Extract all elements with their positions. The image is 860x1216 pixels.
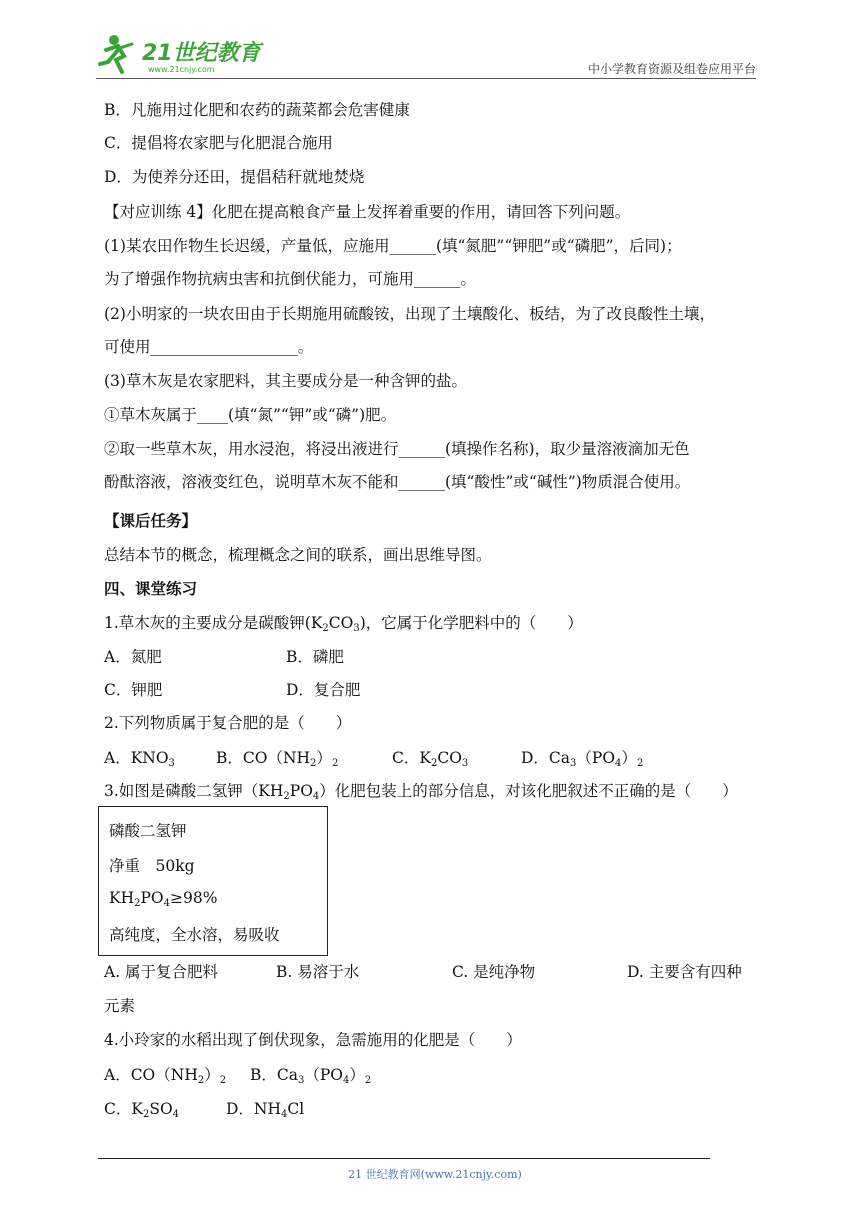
package-label-box — [98, 806, 328, 956]
practice4-option-a[interactable]: A．$CO(NH_2)_2$ — [104, 1066, 227, 1086]
question2-line2: 可使用___________________。 — [104, 338, 314, 356]
runner-icon — [100, 35, 132, 72]
practice3-question: 3.如图是磷酸二氢钾$(KH_2PO_4)$化肥包装上的部分信息，对该化肥叙述不正确的是（ ） — [104, 782, 738, 802]
practice2-question: 2.下列物质属于复合肥的是（ ） — [104, 714, 352, 732]
practice1-option-c[interactable]: C．钾肥 — [104, 681, 163, 699]
header-platform-text: 中小学教育资源及组卷应用平台 — [587, 62, 756, 76]
logo-url: www.21cnjy.com — [148, 65, 215, 74]
practice3-option-b[interactable]: B. 易溶于水 — [276, 963, 360, 981]
practice2-option-b[interactable]: B．$CO(NH_2)_2$ — [216, 749, 339, 769]
practice4-option-b[interactable]: B．$Ca_3(PO_4)_2$ — [250, 1066, 372, 1086]
practice2-option-a[interactable]: A．$KNO_3$ — [104, 749, 175, 769]
training4-heading: 【对应训练 4】化肥在提高粮食产量上发挥着重要的作用，请回答下列问题。 — [104, 203, 631, 221]
practice1-option-a[interactable]: A．氮肥 — [104, 648, 162, 666]
practice4-option-c[interactable]: C．$K_2SO_4$ — [104, 1100, 180, 1120]
site-logo[interactable] — [96, 30, 266, 80]
option-b-line: B．凡施用过化肥和农药的蔬菜都会危害健康 — [104, 101, 410, 119]
question2-line1: (2)小明家的一块农田由于长期施用硫酸铵，出现了土壤酸化、板结，为了改良酸性土壤， — [104, 305, 715, 323]
question3-sub2-line1: ②取一些草木灰，用水浸泡，将浸出液进行______(填操作名称)，取少量溶液滴加无色 — [104, 440, 690, 458]
homework-text: 总结本节的概念，梳理概念之间的联系，画出思维导图。 — [104, 546, 492, 564]
practice1-option-b[interactable]: B．磷肥 — [286, 648, 344, 666]
practice2-option-c[interactable]: C．$K_2CO_3$ — [392, 749, 469, 769]
practice4-question: 4.小玲家的水稻出现了倒伏现象，急需施用的化肥是（ ） — [104, 1031, 522, 1049]
practice1-option-d[interactable]: D．复合肥 — [286, 681, 361, 699]
package-description: 高纯度，全水溶，易吸收 — [109, 926, 280, 944]
practice3-option-d-cont: 元素 — [104, 997, 136, 1015]
practice2-option-d[interactable]: D．$Ca_3(PO_4)_2$ — [521, 749, 644, 769]
practice3-option-c[interactable]: C. 是纯净物 — [452, 963, 536, 981]
footer-divider — [98, 1158, 710, 1159]
practice3-option-a[interactable]: A. 属于复合肥料 — [104, 963, 219, 981]
homework-title: 【课后任务】 — [104, 511, 198, 530]
section4-title: 四、课堂练习 — [104, 579, 198, 598]
package-name: 磷酸二氢钾 — [109, 822, 187, 840]
question3-sub1: ①草木灰属于____(填“氮”“钾”或“磷”)肥。 — [104, 406, 397, 424]
option-c-line: C．提倡将农家肥与化肥混合施用 — [104, 134, 333, 152]
header-divider — [96, 78, 756, 79]
option-d-line: D．为使养分还田，提倡秸秆就地焚烧 — [104, 168, 365, 186]
question1-line2: 为了增强作物抗病虫害和抗倒伏能力，可施用______。 — [104, 270, 477, 288]
logo-text: 21世纪教育 — [142, 41, 261, 66]
practice3-option-d[interactable]: D. 主要含有四种 — [627, 963, 742, 981]
practice4-option-d[interactable]: D．$NH_4Cl$ — [226, 1100, 305, 1120]
footer-text[interactable]: 21 世纪教育网(www.21cnjy.com) — [348, 1168, 522, 1181]
package-weight: 净重 50kg — [109, 857, 195, 875]
question1-line1: (1)某农田作物生长迟缓，产量低，应施用______(填“氮肥”“钾肥”或“磷肥”，后同)； — [104, 237, 682, 255]
package-formula: $KH_2PO_4\ge 98\%$ — [109, 889, 218, 909]
question3-sub2-line2: 酚酞溶液，溶液变红色，说明草木灰不能和______(填“酸性”或“碱性”)物质混合使用。 — [104, 473, 691, 491]
practice1-question: 1.草木灰的主要成分是碳酸钾$(K_2CO_3)$，它属于化学肥料中的（ ） — [104, 614, 583, 634]
question3-line: (3)草木灰是农家肥料，其主要成分是一种含钾的盐。 — [104, 372, 467, 390]
